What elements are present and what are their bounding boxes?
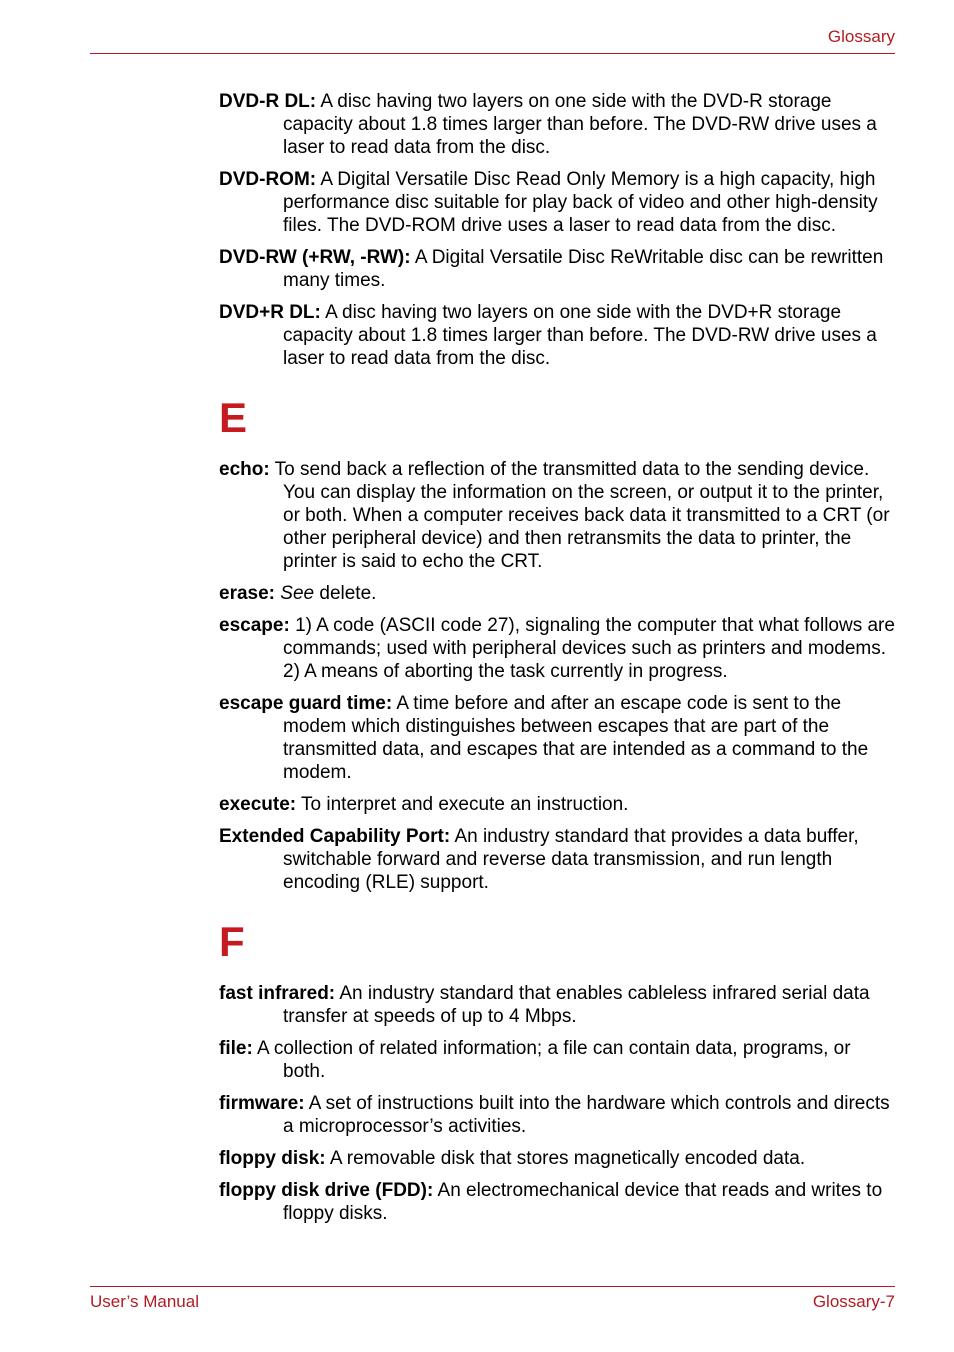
glossary-entry-dvd-rw [219, 246, 895, 292]
entry-term: Extended Capability Port: [219, 826, 451, 847]
entry-term: DVD-ROM: [219, 169, 317, 190]
entry-definition: A disc having two layers on one side with the DVD+R storage capacity about 1.8 times larger than before. The DVD-RW drive uses a laser to read data from the disc. [283, 302, 877, 369]
entry-definition: A time before and after an escape code is sent to the modem which distinguishes between escapes that are part of the transmitted data, and escapes that are intended as a command to the modem. [283, 693, 869, 783]
page-header-title: Glossary [827, 27, 895, 46]
entry-definition: To interpret and execute an instruction. [301, 794, 629, 815]
entry-term: fast infrared: [219, 983, 336, 1004]
entry-term: file: [219, 1038, 253, 1059]
glossary-content [219, 90, 895, 1234]
entry-term: echo: [219, 459, 270, 480]
entry-definition: A disc having two layers on one side with the DVD-R storage capacity about 1.8 times larger than before. The DVD-RW drive uses a laser to read data from the disc. [283, 91, 877, 158]
section-heading-e: E [219, 394, 248, 441]
entry-term: escape: [219, 615, 290, 636]
glossary-entry-firmware [219, 1092, 895, 1138]
glossary-entry-dvd-r-dl [219, 90, 895, 159]
glossary-entry-dvd-plus-r-dl [219, 301, 895, 370]
glossary-entry-fast-infrared [219, 982, 895, 1028]
entry-definition: A set of instructions built into the hardware which controls and directs a microprocessor’s activities. [283, 1093, 890, 1137]
entry-term: DVD+R DL: [219, 302, 321, 323]
entry-term: floppy disk: [219, 1148, 326, 1169]
glossary-entry-escape [219, 614, 895, 683]
entry-term: firmware: [219, 1093, 305, 1114]
entry-cross-reference: See [280, 583, 315, 604]
glossary-entry-floppy-disk-drive [219, 1179, 895, 1225]
glossary-entry-escape-guard-time [219, 692, 895, 784]
entry-term: DVD-R DL: [219, 91, 317, 112]
entry-definition: delete. [319, 583, 377, 604]
glossary-entry-echo [219, 458, 895, 573]
glossary-entry-execute [219, 793, 895, 816]
entry-definition-extra: 2) A means of aborting the task currently in progress. [283, 661, 728, 682]
entry-definition: A Digital Versatile Disc Read Only Memory is a high capacity, high performance disc suitable for play back of video and other high-density files. The DVD-ROM drive uses a laser to read data from the disc. [283, 169, 878, 236]
section-heading-f: F [219, 918, 245, 965]
entry-definition: An industry standard that enables cableless infrared serial data transfer at speeds of up to 4 Mbps. [283, 983, 870, 1027]
entry-definition: A Digital Versatile Disc ReWritable disc can be rewritten many times. [283, 247, 884, 291]
glossary-entry-file [219, 1037, 895, 1083]
header-divider [90, 53, 895, 54]
entry-term: execute: [219, 794, 297, 815]
glossary-entry-dvd-rom [219, 168, 895, 237]
entry-definition: 1) A code (ASCII code 27), signaling the computer that what follows are commands; used with peripheral devices such as printers and modems. [283, 615, 895, 659]
entry-term: floppy disk drive (FDD): [219, 1180, 434, 1201]
entry-definition: A removable disk that stores magnetically encoded data. [329, 1148, 806, 1169]
glossary-entry-erase [219, 582, 895, 605]
entry-definition: An electromechanical device that reads and writes to floppy disks. [283, 1180, 883, 1224]
footer-manual-title: User’s Manual [90, 1292, 199, 1311]
entry-definition: To send back a reflection of the transmitted data to the sending device. You can display the information on the screen, or output it to the printer, or both. When a computer receives back data it transmitted to a CRT (or other peripheral device) and then retransmits the data to printer, the printer is said to echo the CRT. [274, 459, 890, 572]
entry-term: escape guard time: [219, 693, 393, 714]
footer-page-number: Glossary-7 [812, 1292, 895, 1311]
entry-definition: An industry standard that provides a data buffer, switchable forward and reverse data transmission, and run length encoding (RLE) support. [283, 826, 859, 893]
entry-definition: A collection of related information; a file can contain data, programs, or both. [257, 1038, 851, 1082]
entry-term: erase: [219, 583, 275, 604]
footer-divider [90, 1286, 895, 1287]
entry-term: DVD-RW (+RW, -RW): [219, 247, 411, 268]
glossary-entry-floppy-disk [219, 1147, 895, 1170]
glossary-entry-extended-capability-port [219, 825, 895, 894]
